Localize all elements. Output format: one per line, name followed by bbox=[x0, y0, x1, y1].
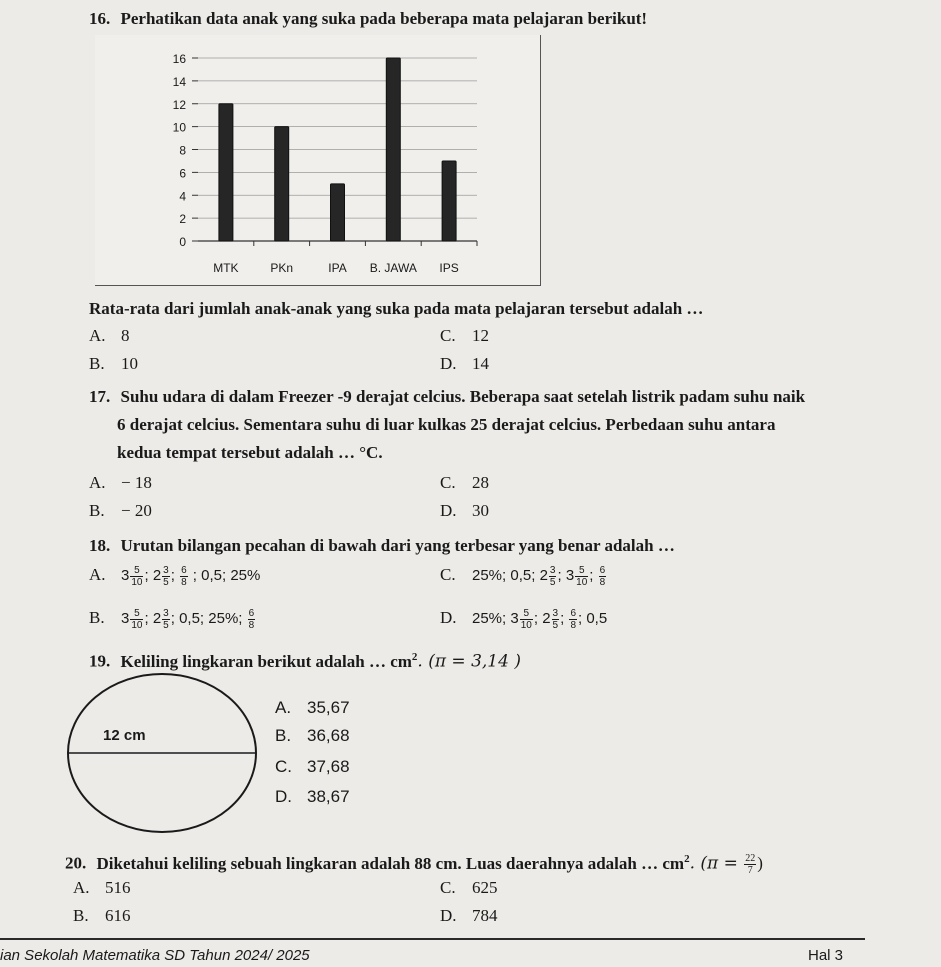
q16-option-d-letter: D. bbox=[440, 354, 457, 373]
frac-den: 10 bbox=[520, 619, 532, 631]
pi-num: 22 bbox=[745, 853, 756, 865]
q19-option-c-text: 37,68 bbox=[307, 757, 350, 776]
frac-den: 10 bbox=[131, 576, 143, 588]
q18-header bbox=[89, 535, 675, 557]
frac-den: 8 bbox=[248, 619, 255, 631]
sep: ; bbox=[222, 567, 227, 584]
frac-den: 10 bbox=[131, 619, 143, 631]
q20-option-c-text: 625 bbox=[472, 878, 498, 897]
q19-option-d-letter: D. bbox=[275, 787, 292, 806]
page-number: Hal 3 bbox=[808, 947, 844, 964]
q18-number: 18. bbox=[89, 536, 111, 555]
y-tick-label: 2 bbox=[179, 212, 186, 227]
decimal: 0,5 bbox=[586, 610, 608, 627]
q16-option-b[interactable] bbox=[89, 353, 138, 375]
q16-number: 16. bbox=[89, 9, 111, 28]
q19-sup: 2 bbox=[411, 651, 418, 663]
sep: ; bbox=[238, 610, 243, 627]
q18-option-a[interactable] bbox=[89, 560, 260, 591]
frac-den: 8 bbox=[181, 576, 187, 588]
fraction bbox=[162, 608, 170, 631]
mixed-whole: 3 bbox=[121, 610, 130, 627]
q18-option-d-letter: D. bbox=[440, 608, 457, 627]
q20-pi-open: . (π = bbox=[689, 853, 744, 874]
q16-option-b-text: 10 bbox=[121, 354, 138, 373]
frac-num: 6 bbox=[248, 607, 255, 619]
frac-den: 5 bbox=[163, 576, 169, 588]
q20-option-c[interactable] bbox=[440, 877, 498, 899]
q18-option-d[interactable] bbox=[440, 603, 607, 634]
q20-pi-close: ) bbox=[757, 853, 763, 873]
decimal: 0,5 bbox=[201, 567, 222, 584]
q16-text: Perhatikan data anak yang suka pada beberapa mata pelajaran berikut! bbox=[120, 9, 648, 28]
sep: ; bbox=[589, 567, 594, 584]
fraction bbox=[552, 608, 560, 631]
q17-line1 bbox=[89, 386, 805, 408]
percent: 25% bbox=[230, 567, 261, 584]
y-tick-label: 6 bbox=[179, 166, 186, 181]
frac-num: 3 bbox=[549, 564, 556, 576]
decimal: 0,5 bbox=[510, 567, 532, 584]
frac-num: 3 bbox=[163, 564, 169, 576]
decimal: 0,5 bbox=[179, 610, 200, 627]
bar-chart bbox=[95, 35, 541, 286]
x-tick-label: MTK bbox=[213, 261, 239, 275]
q19-option-a[interactable] bbox=[275, 697, 350, 719]
q16-option-c-letter: C. bbox=[440, 326, 456, 345]
bar-chart-svg bbox=[95, 35, 540, 285]
sep: ; bbox=[144, 610, 149, 627]
q19-option-d[interactable] bbox=[275, 786, 350, 808]
q16-question: Rata-rata dari jumlah anak-anak yang suka pada mata pelajaran tersebut adalah … bbox=[89, 299, 704, 318]
q16-option-c[interactable] bbox=[440, 325, 489, 347]
frac-den: 8 bbox=[599, 576, 606, 588]
frac-num: 5 bbox=[130, 608, 143, 620]
q18-text: Urutan bilangan pecahan di bawah dari yang terbesar yang benar adalah … bbox=[120, 536, 675, 555]
mixed-whole: 3 bbox=[510, 610, 519, 627]
mixed-whole: 2 bbox=[152, 567, 162, 584]
q20-option-b[interactable] bbox=[73, 905, 131, 927]
sep: ; bbox=[531, 567, 536, 584]
q19-option-b-text: 36,68 bbox=[307, 726, 350, 745]
q20-option-a-text: 516 bbox=[105, 878, 131, 897]
fraction bbox=[569, 608, 577, 631]
q19-option-c-letter: C. bbox=[275, 757, 292, 776]
frac-num: 5 bbox=[575, 565, 588, 577]
pi-fraction bbox=[744, 853, 756, 876]
q19-option-a-letter: A. bbox=[275, 698, 292, 717]
q18-option-c[interactable] bbox=[440, 560, 607, 591]
bar-ipa bbox=[331, 184, 345, 241]
q16-option-c-text: 12 bbox=[472, 326, 489, 345]
q17-line3: kedua tempat tersebut adalah … °C. bbox=[117, 443, 383, 462]
q17-option-d-letter: D. bbox=[440, 501, 457, 520]
fraction bbox=[180, 565, 188, 588]
fraction bbox=[549, 565, 557, 588]
frac-num: 6 bbox=[570, 607, 576, 619]
fraction bbox=[162, 565, 170, 588]
frac-num: 5 bbox=[130, 565, 143, 577]
q20-option-a-letter: A. bbox=[73, 878, 90, 897]
q16-option-a[interactable] bbox=[89, 325, 130, 347]
q17-line2: 6 derajat celcius. Sementara suhu di luar kulkas 25 derajat celcius. Perbedaan suhu antara bbox=[117, 415, 776, 434]
x-tick-label: B. JAWA bbox=[369, 261, 417, 275]
fraction bbox=[599, 565, 607, 588]
q19-header bbox=[89, 646, 521, 673]
q19-text: Keliling lingkaran berikut adalah … cm bbox=[120, 651, 412, 671]
sep: ; bbox=[560, 610, 565, 627]
q17-text-line1: Suhu udara di dalam Freezer -9 derajat celcius. Beberapa saat setelah listrik padam suhu naik bbox=[120, 387, 806, 406]
q20-option-d-text: 784 bbox=[472, 906, 498, 925]
y-tick-label: 12 bbox=[172, 97, 186, 112]
q16-option-a-letter: A. bbox=[89, 326, 106, 345]
y-tick-label: 16 bbox=[172, 52, 186, 66]
frac-den: 10 bbox=[576, 576, 588, 588]
q17-option-a[interactable] bbox=[89, 472, 152, 494]
fraction bbox=[130, 565, 143, 588]
mixed-whole: 3 bbox=[121, 567, 130, 584]
fraction bbox=[520, 608, 533, 631]
y-tick-label: 8 bbox=[179, 143, 186, 158]
frac-den: 5 bbox=[552, 619, 559, 631]
q17-option-d[interactable] bbox=[440, 500, 489, 522]
x-tick-label: IPA bbox=[328, 261, 347, 275]
fraction bbox=[248, 608, 256, 631]
q17-option-c-text: 28 bbox=[472, 473, 489, 492]
q16-option-d[interactable] bbox=[440, 353, 489, 375]
pi-den: 7 bbox=[747, 865, 753, 877]
y-tick-label: 10 bbox=[172, 120, 186, 135]
q19-pi: . (π = 3,14 ) bbox=[417, 651, 521, 672]
q16-header bbox=[89, 8, 647, 30]
percent: 25% bbox=[472, 567, 503, 584]
q17-option-a-text: − 18 bbox=[121, 473, 152, 492]
diameter-label: 12 cm bbox=[103, 727, 146, 744]
bar-ips bbox=[442, 161, 456, 241]
circle-diagram bbox=[64, 672, 264, 837]
q20-option-d-letter: D. bbox=[440, 906, 457, 925]
frac-den: 5 bbox=[163, 619, 169, 631]
q20-text: Diketahui keliling sebuah lingkaran adalah 88 cm. Luas daerahnya adalah … cm bbox=[96, 853, 685, 873]
q20-option-b-letter: B. bbox=[73, 906, 89, 925]
q17-option-b-text: − 20 bbox=[121, 501, 152, 520]
q17-option-d-text: 30 bbox=[472, 501, 489, 520]
fraction bbox=[130, 608, 143, 631]
q20-option-a[interactable] bbox=[73, 877, 131, 899]
q19-option-d-text: 38,67 bbox=[307, 787, 350, 806]
q17-option-b[interactable] bbox=[89, 500, 152, 522]
sep: ; bbox=[170, 610, 175, 627]
frac-num: 6 bbox=[181, 564, 187, 576]
y-tick-label: 4 bbox=[179, 189, 186, 204]
q18-option-b-letter: B. bbox=[89, 608, 105, 627]
q18-option-c-letter: C. bbox=[440, 565, 456, 584]
q17-option-c-letter: C. bbox=[440, 473, 456, 492]
percent: 25% bbox=[208, 610, 239, 627]
mixed-whole: 3 bbox=[565, 567, 575, 584]
q19-number: 19. bbox=[89, 651, 111, 671]
mixed-whole: 2 bbox=[539, 567, 548, 584]
sep: ; bbox=[144, 567, 149, 584]
q19-option-c[interactable] bbox=[275, 756, 350, 778]
footer-title: ian Sekolah Matematika SD Tahun 2024/ 2025 bbox=[0, 947, 310, 964]
sep: ; bbox=[502, 610, 507, 627]
footer-rule bbox=[0, 938, 865, 940]
q18-option-a-letter: A. bbox=[89, 565, 106, 584]
q17-option-b-letter: B. bbox=[89, 501, 105, 520]
mixed-whole: 2 bbox=[542, 610, 551, 627]
x-tick-label: IPS bbox=[439, 261, 459, 275]
x-tick-label: PKn bbox=[270, 261, 294, 275]
frac-num: 3 bbox=[163, 607, 169, 619]
sep: ; bbox=[557, 567, 562, 584]
sep: ; bbox=[502, 567, 507, 584]
bar-b-jawa bbox=[386, 58, 400, 241]
frac-num: 3 bbox=[552, 607, 559, 619]
sep: ; bbox=[578, 610, 583, 627]
q20-option-b-text: 616 bbox=[105, 906, 131, 925]
sep: ; bbox=[170, 567, 175, 584]
q17-option-a-letter: A. bbox=[89, 473, 106, 492]
frac-den: 5 bbox=[549, 576, 556, 588]
frac-num: 6 bbox=[599, 564, 606, 576]
q16-option-a-text: 8 bbox=[121, 326, 130, 345]
q20-number: 20. bbox=[65, 853, 87, 873]
q20-sup: 2 bbox=[684, 853, 690, 865]
y-tick-label: 0 bbox=[179, 235, 186, 249]
y-tick-label: 14 bbox=[172, 74, 186, 89]
bar-pkn bbox=[275, 127, 289, 241]
q20-option-d[interactable] bbox=[440, 905, 498, 927]
q17-number: 17. bbox=[89, 387, 111, 406]
mixed-whole: 2 bbox=[152, 610, 162, 627]
q18-option-b[interactable] bbox=[89, 603, 256, 634]
frac-den: 8 bbox=[570, 619, 576, 631]
q19-option-b-letter: B. bbox=[275, 726, 292, 745]
q16-option-b-letter: B. bbox=[89, 354, 105, 373]
bar-mtk bbox=[219, 104, 233, 241]
sep: ; bbox=[533, 610, 539, 627]
q19-option-a-text: 35,67 bbox=[307, 698, 350, 717]
fraction bbox=[575, 565, 588, 588]
q16-option-d-text: 14 bbox=[472, 354, 489, 373]
sep: ; bbox=[192, 567, 197, 584]
sep: ; bbox=[199, 610, 205, 627]
q20-option-c-letter: C. bbox=[440, 878, 456, 897]
percent: 25% bbox=[472, 610, 503, 627]
q19-option-b[interactable] bbox=[275, 725, 350, 747]
q17-option-c[interactable] bbox=[440, 472, 489, 494]
q20-header bbox=[65, 848, 763, 876]
frac-num: 5 bbox=[520, 608, 533, 620]
